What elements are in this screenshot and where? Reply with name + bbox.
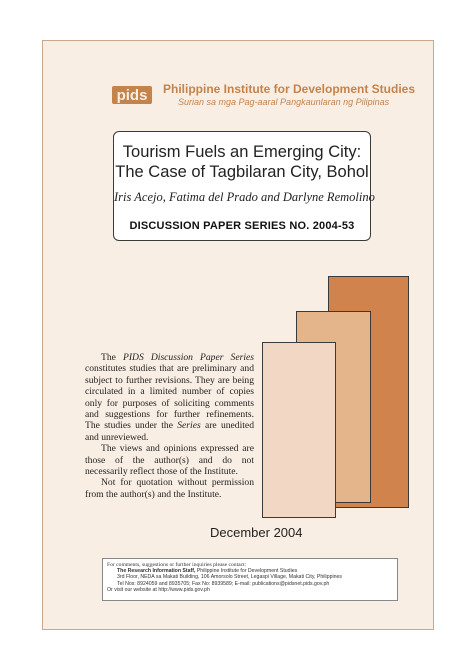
org-name: Philippine Institute for Development Studies <box>163 82 416 96</box>
series-number: DISCUSSION PAPER SERIES NO. 2004-53 <box>129 220 355 232</box>
series-word: Series <box>177 420 201 432</box>
authors: Iris Acejo, Fatima del Prado and Darlyne Remolino <box>114 190 375 204</box>
logo-text: pids <box>116 87 148 104</box>
footer-line-3: 3rd Floor, NEDA sa Makati Building, 106 Amorsolo Street, Legaspi Village, Makati City, Philippines <box>117 574 342 581</box>
footer-line-5: Or visit our website at http://www.pids.gov.ph <box>107 586 210 593</box>
disclaimer-note <box>85 352 254 500</box>
decorative-block-front <box>262 342 336 518</box>
org-tagline: Surian sa mga Pag-aaral Pangkaunlaran ng Pilipinas <box>178 97 390 107</box>
note-paragraph-1: The PIDS Discussion Paper Series constitutes studies that are preliminary and subject to further revisions. They are being circulated in a limited number of copies only for purposes of soliciting comments and suggestions for further refinements. The studies under the Series are unedited and unreviewed. <box>85 352 254 443</box>
pids-logo <box>112 86 152 104</box>
series-name: PIDS Discussion Paper Series <box>123 352 254 363</box>
contact-footer <box>102 558 398 601</box>
title-box <box>113 131 375 241</box>
paper-title: Tourism Fuels an Emerging City: The Case of Tagbilaran City, Bohol <box>115 143 369 181</box>
note-paragraph-2: The views and opinions expressed are those of the author(s) and do not necessarily reflect those of the Institute. <box>85 443 254 478</box>
footer-line-4: Tel Nos: 8924059 and 8935705; Fax No: 8939589; E-mail: publications@pidsnet.pids.gov.ph <box>117 580 330 587</box>
publication-date: December 2004 <box>210 525 303 540</box>
footer-line-1: For comments, suggestions or further inquiries please contact: <box>107 562 247 568</box>
footer-line-2: The Research Information Staff, Philippine Institute for Development Studies <box>117 568 298 575</box>
note-paragraph-3: Not for quotation without permission from the author(s) and the Institute. <box>85 477 254 500</box>
